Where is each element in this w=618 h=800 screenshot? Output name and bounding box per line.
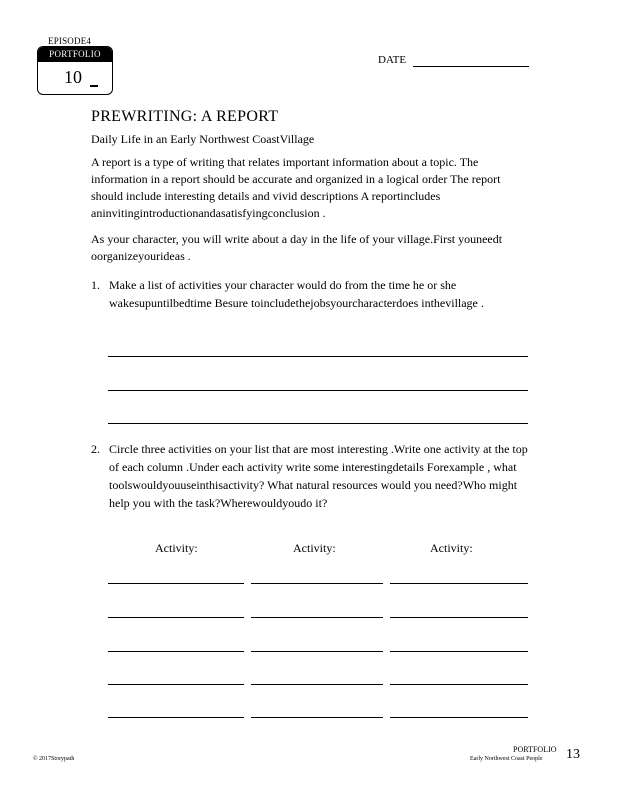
activity-3-line[interactable] (390, 617, 528, 618)
answer-line-1[interactable] (108, 356, 528, 357)
footer-unit-title: Early Northwest Coast People (470, 756, 543, 762)
episode-label: EPISODE4 (48, 36, 92, 46)
activity-3-line[interactable] (390, 651, 528, 652)
instruction-paragraph: As your character, you will write about a day in the life of your village.First youneedt oorganizeyourideas . (91, 232, 503, 263)
activity-3-line[interactable] (390, 583, 528, 584)
activity-2-line[interactable] (251, 717, 383, 718)
copyright-notice: © 2017Storypath (33, 756, 75, 762)
portfolio-number-underline (90, 85, 98, 87)
activity-2-line[interactable] (251, 583, 383, 584)
activity-2-line[interactable] (251, 651, 383, 652)
activity-1-line[interactable] (108, 617, 244, 618)
activity-3-line[interactable] (390, 717, 528, 718)
page-title: PREWRITING: A REPORT (91, 108, 279, 125)
page-number: 13 (566, 747, 580, 762)
question-1-number: 1. (91, 278, 100, 292)
answer-line-2[interactable] (108, 390, 528, 391)
activity-1-line[interactable] (108, 651, 244, 652)
portfolio-badge-label: PORTFOLIO (38, 47, 112, 62)
question-2-text: Circle three activities on your list that are most interesting .Write one activity at the top of each column .Under each activity write some interestingdetails Forexample , what toolswouldyouuseinthisactivity? What natural resources would you need?Who might help you with the task?Wherewouldyoudo it? (109, 442, 528, 510)
date-field-line[interactable] (413, 66, 529, 67)
activity-2-line[interactable] (251, 684, 383, 685)
question-1 (91, 276, 532, 312)
portfolio-badge (37, 46, 113, 95)
date-label: DATE (378, 54, 407, 66)
activity-column-3-heading: Activity: (430, 541, 473, 555)
activity-column-2-heading: Activity: (293, 541, 336, 555)
activity-1-line[interactable] (108, 684, 244, 685)
footer-portfolio-label: PORTFOLIO (513, 745, 557, 754)
intro-paragraph: A report is a type of writing that relates important information about a topic. The information in a report should be accurate and organized in a logical order The report should include interesting details and vivid descriptions A reportincludes aninvitingintroductionandasatisfyingconclusion . (91, 155, 501, 220)
activity-1-line[interactable] (108, 583, 244, 584)
question-2-number: 2. (91, 442, 100, 456)
page-subtitle: Daily Life in an Early Northwest CoastVillage (91, 132, 315, 146)
activity-2-line[interactable] (251, 617, 383, 618)
question-1-text: Make a list of activities your character would do from the time he or she wakesupuntilbedtime Besure toincludethejobsyourcharacterdoes inthevillage . (109, 278, 484, 310)
question-2 (91, 440, 532, 512)
activity-3-line[interactable] (390, 684, 528, 685)
answer-line-3[interactable] (108, 423, 528, 424)
activity-column-1-heading: Activity: (155, 541, 198, 555)
activity-1-line[interactable] (108, 717, 244, 718)
portfolio-number: 10 (64, 67, 82, 87)
